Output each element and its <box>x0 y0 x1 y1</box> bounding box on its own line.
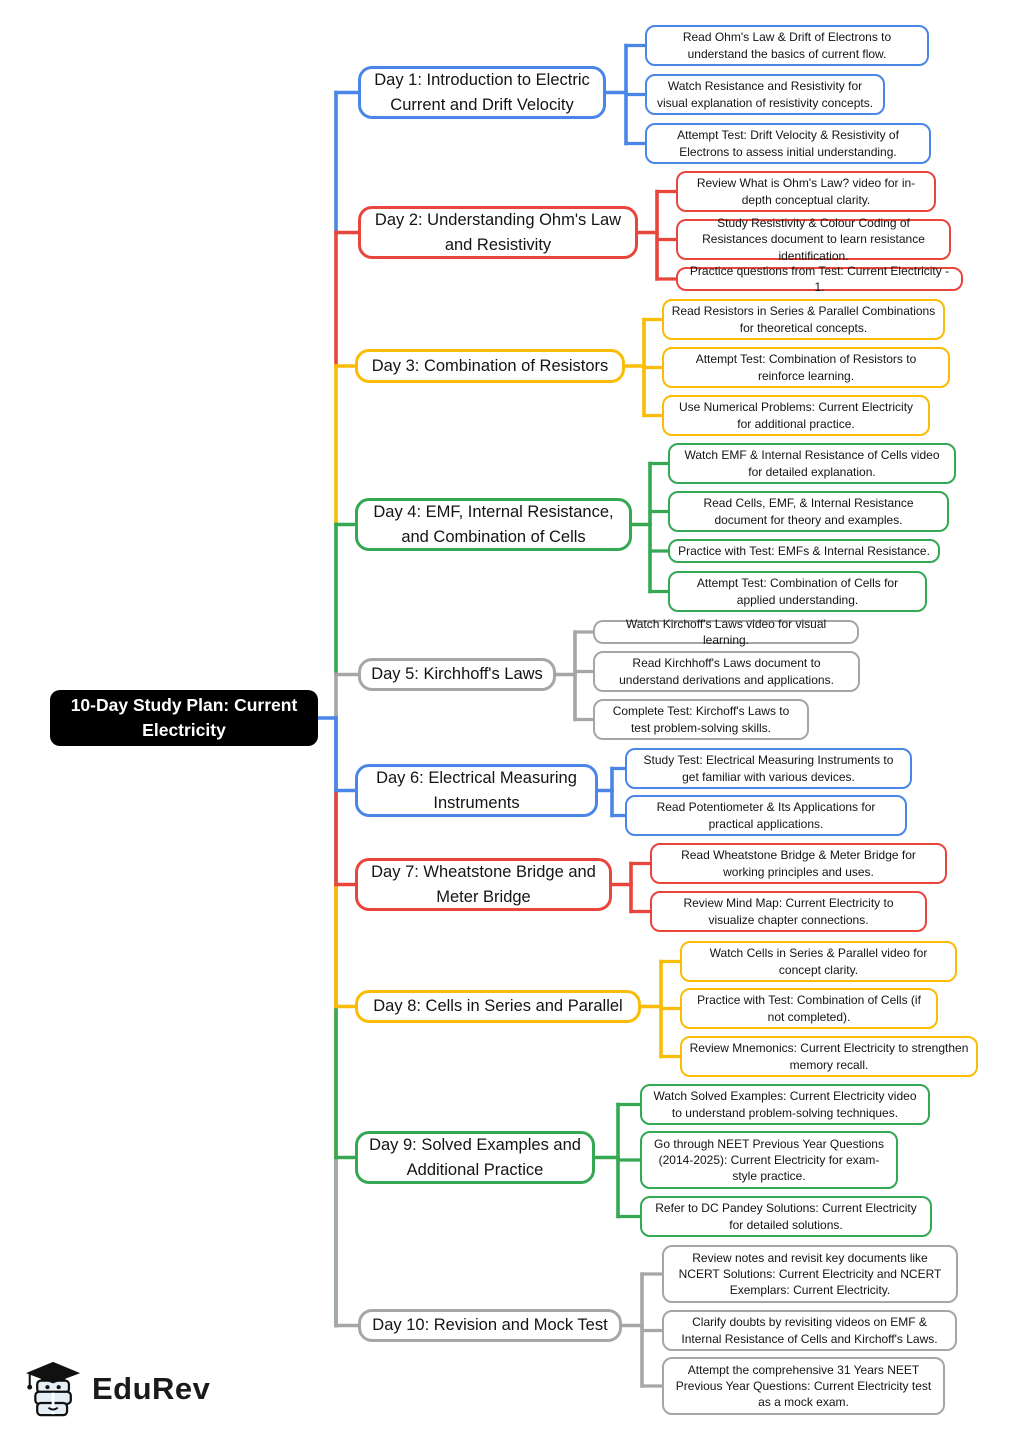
task-node-1-2 <box>645 74 885 115</box>
task-text: Read Wheatstone Bridge & Meter Bridge for working principles and uses. <box>681 848 916 879</box>
task-node-2-3 <box>676 263 963 294</box>
task-text: Attempt the comprehensive 31 Years NEET Previous Year Questions: Current Electricity test as a mock exam. <box>675 1362 932 1410</box>
day-title: Day 9: Solved Examples and Additional Practice <box>369 1135 581 1179</box>
day-title: Day 6: Electrical Measuring Instruments <box>376 768 577 812</box>
task-node-9-1 <box>640 1084 930 1125</box>
task-text: Watch EMF & Internal Resistance of Cells video for detailed explanation. <box>684 448 940 479</box>
task-text: Watch Kirchoff's Laws video for visual learning. <box>625 616 827 647</box>
task-text: Study Test: Electrical Measuring Instruments to get familiar with various devices. <box>643 753 894 784</box>
root-title: 10-Day Study Plan: Current Electricity <box>70 694 298 740</box>
day-title: Day 4: EMF, Internal Resistance, and Combination of Cells <box>373 502 614 546</box>
day-node-2 <box>358 206 638 259</box>
task-node-5-3 <box>593 699 809 740</box>
task-node-2-2 <box>676 216 951 263</box>
task-text: Read Potentiometer & Its Applications for practical applications. <box>656 800 876 831</box>
task-text: Read Cells, EMF, & Internal Resistance document for theory and examples. <box>703 496 914 527</box>
task-node-10-3 <box>662 1357 945 1415</box>
task-text: Watch Solved Examples: Current Electricity video to understand problem-solving techniques. <box>653 1089 917 1120</box>
task-node-3-2 <box>662 347 950 388</box>
logo-wordmark: EduRev <box>92 1371 211 1406</box>
task-text: Watch Cells in Series & Parallel video for concept clarity. <box>709 946 928 977</box>
task-text: Review What is Ohm's Law? video for in-depth conceptual clarity. <box>696 176 916 207</box>
task-node-5-2 <box>593 651 860 692</box>
task-node-4-1 <box>668 443 956 484</box>
day-title: Day 2: Understanding Ohm's Law and Resistivity <box>374 210 622 254</box>
day-title: Day 5: Kirchhoff's Laws <box>371 665 543 684</box>
task-text: Go through NEET Previous Year Questions (2014-2025): Current Electricity for exam-style practice. <box>654 1136 884 1184</box>
task-text: Practice with Test: Combination of Cells (if not completed). <box>697 993 921 1024</box>
day-node-6 <box>355 764 598 817</box>
task-text: Read Resistors in Series & Parallel Combinations for theoretical concepts. <box>671 304 936 335</box>
day-title: Day 1: Introduction to Electric Current and Drift Velocity <box>374 70 590 114</box>
task-text: Study Resistivity & Colour Coding of Resistances document to learn resistance identification. <box>702 216 925 263</box>
task-text: Review Mnemonics: Current Electricity to strengthen memory recall. <box>689 1041 969 1072</box>
task-node-4-4 <box>668 571 927 612</box>
task-node-8-1 <box>680 941 957 982</box>
day-title: Day 8: Cells in Series and Parallel <box>373 997 623 1016</box>
task-text: Attempt Test: Combination of Cells for applied understanding. <box>696 576 899 607</box>
day-node-8 <box>355 990 641 1023</box>
day-node-7 <box>355 858 612 911</box>
task-node-1-3 <box>645 123 931 164</box>
day-node-3 <box>355 349 625 383</box>
task-text: Attempt Test: Drift Velocity & Resistivity of Electrons to assess initial understanding. <box>677 128 899 159</box>
task-text: Practice questions from Test: Current Electricity - 1. <box>689 263 950 294</box>
task-node-5-1 <box>593 616 859 647</box>
day-node-9 <box>355 1131 595 1184</box>
task-text: Watch Resistance and Resistivity for visual explanation of resistivity concepts. <box>656 79 874 110</box>
task-node-3-1 <box>662 299 945 340</box>
task-node-7-1 <box>650 843 947 884</box>
task-text: Attempt Test: Combination of Resistors to reinforce learning. <box>695 352 917 383</box>
edurev-logo <box>26 1360 210 1418</box>
task-node-9-2 <box>640 1131 898 1189</box>
task-node-4-2 <box>668 491 949 532</box>
task-node-4-3 <box>668 539 940 563</box>
edurev-books-graduation-cap-icon <box>26 1360 82 1418</box>
task-text: Clarify doubts by revisiting videos on EMF & Internal Resistance of Cells and Kirchoff's Laws. <box>681 1315 938 1346</box>
task-node-7-2 <box>650 891 927 932</box>
task-node-2-1 <box>676 171 936 212</box>
day-title: Day 7: Wheatstone Bridge and Meter Bridge <box>371 862 596 906</box>
task-node-1-1 <box>645 25 929 66</box>
task-text: Read Ohm's Law & Drift of Electrons to understand the basics of current flow. <box>682 30 892 61</box>
task-text: Read Kirchhoff's Laws document to understand derivations and applications. <box>619 656 834 687</box>
task-node-6-1 <box>625 748 912 789</box>
day-node-1 <box>358 66 606 119</box>
task-node-8-3 <box>680 1036 978 1077</box>
task-node-10-1 <box>662 1245 958 1303</box>
task-text: Practice with Test: EMFs & Internal Resistance. <box>678 543 930 558</box>
task-text: Complete Test: Kirchoff's Laws to test problem-solving skills. <box>612 704 790 735</box>
day-node-5 <box>358 658 556 691</box>
day-title: Day 10: Revision and Mock Test <box>372 1316 608 1335</box>
task-text: Refer to DC Pandey Solutions: Current Electricity for detailed solutions. <box>655 1201 917 1232</box>
day-node-4 <box>355 498 632 551</box>
day-node-10 <box>358 1309 622 1342</box>
task-text: Use Numerical Problems: Current Electricity for additional practice. <box>678 400 914 431</box>
task-node-6-2 <box>625 795 907 836</box>
task-text: Review notes and revisit key documents like NCERT Solutions: Current Electricity and NCERT Exemplars: Current Electricity. <box>678 1250 942 1298</box>
task-node-9-3 <box>640 1196 932 1237</box>
task-text: Review Mind Map: Current Electricity to visualize chapter connections. <box>683 896 894 927</box>
task-node-10-2 <box>662 1310 957 1351</box>
root-node-study-plan <box>50 690 318 746</box>
task-node-3-3 <box>662 395 930 436</box>
day-title: Day 3: Combination of Resistors <box>371 356 609 375</box>
task-node-8-2 <box>680 988 938 1029</box>
